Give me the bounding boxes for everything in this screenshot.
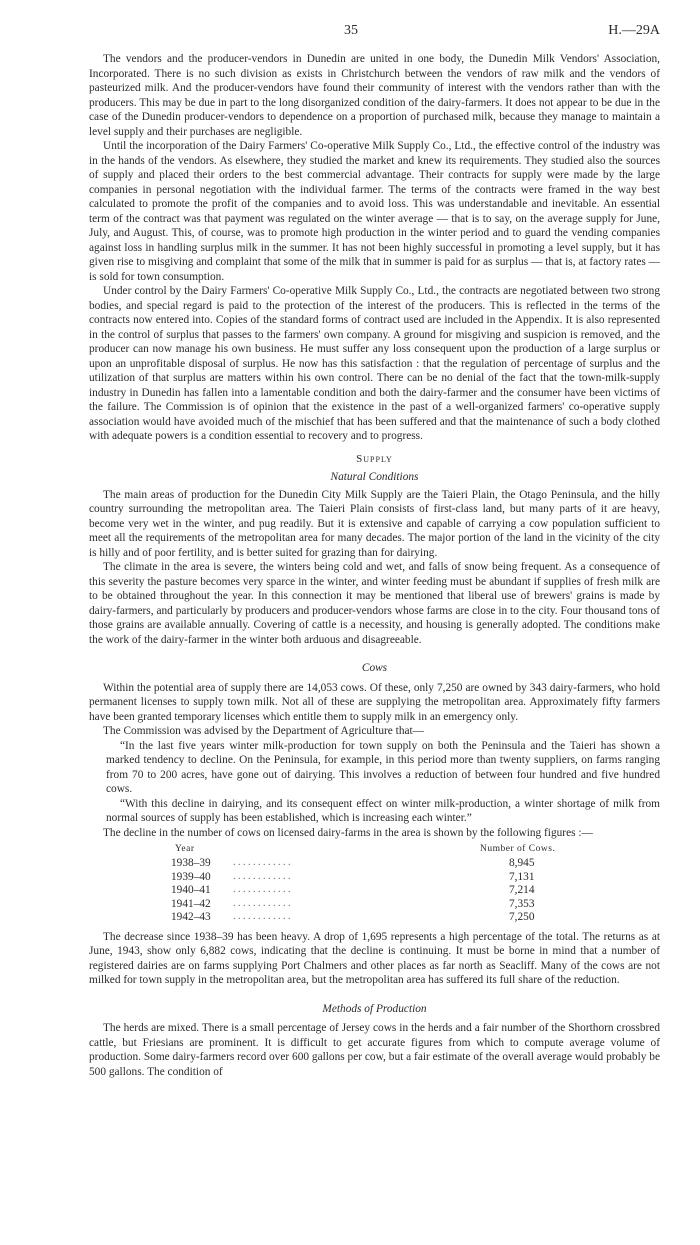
table-cell-year: 1940–41 xyxy=(171,884,211,897)
table-cell-cows: 7,131 xyxy=(509,870,535,883)
paragraph-decrease: The decrease since 1938–39 has been heavy. A drop of 1,695 represents a high percentage of the total. The returns as at June, 1943, show only 6,882 cows, indicating that the decline is continuing. It must be borne in mind that a number of registered dairies are on farms supplying Port Chalmers and other places as far north as Seacliff. Many of the cows are not milked for town supply in the metropolitan area, but the metropolitan area has suffered its full share of the reduction. xyxy=(89,930,660,987)
paragraph-herds: The herds are mixed. There is a small percentage of Jersey cows in the herds and a fair number of the Shorthorn crossbred cattle, but Friesians are prominent. It is difficult to get accurate figures from which to compute average volume of production. Some dairy-farmers record over 600 gallons per cow, but a fair estimate of the overall average would probably be 500 gallons. The condition of xyxy=(89,1022,660,1078)
table-cell-cows: 7,250 xyxy=(509,911,535,924)
table-row xyxy=(89,856,660,870)
paragraph-production-areas: The main areas of production for the Dunedin City Milk Supply are the Taieri Plain, the Otago Peninsula, and the hilly country surrounding the metropolitan area. The Taieri Plain consists of first-class land, but many parts of it are heavy, become very wet in the winter, and pug readily. But it is extensive and capable of carrying a cow population sufficient to meet all the requirements of the metropolitan area for many decades. The major portion of the land in the vicinity of the city is hilly and of poor fertility, and is better suited for grazing than for dairying. xyxy=(89,488,660,559)
dot-leader: . . . . . . . . . . . . xyxy=(233,897,291,909)
table-row xyxy=(89,897,660,911)
table-row xyxy=(89,870,660,884)
paragraph-department-advice: The Commission was advised by the Department of Agriculture that— xyxy=(103,725,425,737)
table-cell-cows: 7,353 xyxy=(509,897,535,910)
quote-paragraph: “In the last five years winter milk-production for town supply on both the Peninsula and the Taieri has shown a marked tendency to decline. On the Peninsula, for example, in this period more than twenty suppliers, on farms ranging from 70 to 200 acres, have gone out of dairying. This involves a reduction of between four hundred and five hundred cows. xyxy=(106,739,660,795)
subheading-natural-conditions: Natural Conditions xyxy=(330,471,419,483)
paragraph-cooperative-control: Under control by the Dairy Farmers' Co-operative Milk Supply Co., Ltd., the contracts are negotiated between two strong bodies, and special regard is paid to the protection of the interest of the producers. This is reflected in the terms of the contracts now entered into. Copies of the standard forms of contract used are included in the Appendix. It is also represented in the control of surplus that passes to the farmers' own company. A ground for misgiving and suspicion is removed, and the producer can now manage his own business. He must suffer any loss consequent upon the production of a large surplus or upon an unprofitable disposal of surplus. He now has this satisfaction : that the regulation of percentage of surplus and the utilization of that surplus are matters within his own control. There can be no denial of the fact that the town-milk-supply industry in Dunedin has fallen into a lamentable condition and both the dairy-farmer and the consumer have been victims of the failure. The Commission is of opinion that the existence in the past of a well-organized farmers' co-operative supply association would have avoided much of the mischief that has been suffered and that the maintenance of such a body clothed with adequate powers is a condition essential to recovery and to progress. xyxy=(89,285,660,442)
subheading-cows: Cows xyxy=(361,662,388,674)
dot-leader: . . . . . . . . . . . . xyxy=(233,870,291,882)
table-cell-year: 1939–40 xyxy=(171,870,211,883)
paragraph-table-intro: The decline in the number of cows on licensed dairy-farms in the area is shown by the following figures :— xyxy=(103,826,593,839)
column-header-cows: Number of Cows. xyxy=(480,844,556,854)
document-reference: H.—29A xyxy=(608,23,660,38)
section-heading-supply: Supply xyxy=(356,452,393,465)
table-header xyxy=(89,842,660,856)
table-cell-year: 1942–43 xyxy=(171,911,211,924)
table-row xyxy=(89,883,660,897)
table-cell-cows: 8,945 xyxy=(509,857,535,869)
dot-leader: . . . . . . . . . . . . xyxy=(233,911,291,923)
cow-numbers-table xyxy=(89,842,660,924)
table-cell-year: 1941–42 xyxy=(171,897,211,910)
column-header-year: Year xyxy=(175,844,195,854)
paragraph-vendors-association: The vendors and the producer-vendors in Dunedin are united in one body, the Dunedin Milk Vendors' Association, Incorporated. There is no such division as exists in Christchurch between the vendors of raw milk and the vendors of pasteurized milk. And the producer-vendors have found their community of interest with the vendors rather than with the producers. This may be due in part to the long disorganized condition of the dairy-farmers. It does not appear to be due in the case of the Dunedin producer-vendors to dependence on a proportion of purchased milk, because they manage to maintain a level supply and their purchases are negligible. xyxy=(89,53,660,138)
paragraph-climate: The climate in the area is severe, the winters being cold and wet, and falls of snow being frequent. As a consequence of this severity the pasture becomes very sparce in the winter, and winter feeding must be abundant if supplies of fresh milk are to be obtained throughout the year. In this connection it may be mentioned that liberal use of brewers' grains is made by dairy-farmers, and particularly by producers and producer-vendors whose farms are close in to the city. Four thousand tons of those grains are available annually. Covering of cattle is a necessity, and housing is generally adopted. The conditions make the work of the dairy-farmer in the winter both arduous and disagreeable. xyxy=(89,561,660,646)
subheading-methods-of-production: Methods of Production xyxy=(322,1002,427,1015)
dot-leader: . . . . . . . . . . . . xyxy=(233,857,291,868)
table-row xyxy=(89,910,660,924)
table-cell-year: 1938–39 xyxy=(171,857,211,869)
page-header xyxy=(89,24,660,44)
page-number: 35 xyxy=(344,23,358,38)
paragraph-cow-numbers: Within the potential area of supply there are 14,053 cows. Of these, only 7,250 are owned by 343 dairy-farmers, who hold permanent licenses to supply town milk. Not all of these are supplying the metropolitan area. Approximately fifty farmers have been granted temporary licenses which entitle them to supply milk in an emergency only. xyxy=(89,681,660,723)
paragraph-incorporation-control: Until the incorporation of the Dairy Farmers' Co-operative Milk Supply Co., Ltd., the effective control of the industry was in the hands of the vendors. As elsewhere, they studied the market and knew its requirements. They studied also the sources of supply and placed their orders to the best commercial advantage. Their contracts for supply were made by the large companies in personal negotiation with the individual farmer. The terms of the contracts were framed in the way best calculated to promote the profit of the companies and to avoid loss. This was understandable and inevitable. An essential term of the contract was that payment was regulated on the winter average — that is to say, on the average supply for June, July, and August. This, of course, was to promote high production in the winter period and to guard the vending companies against loss in handling surplus milk in the summer. It has not been highly successful in promoting a level supply, but it has given rise to misgiving and complaint that some of the milk that in summer is paid for as surplus — that is, at factory rates — is sold for town consumption. xyxy=(89,140,660,283)
quote-paragraph: “With this decline in dairying, and its consequent effect on winter milk-production, a winter shortage of milk from normal sources of supply has been established, which is increasing each winter.” xyxy=(106,797,660,824)
dot-leader: . . . . . . . . . . . . xyxy=(233,884,291,896)
table-cell-cows: 7,214 xyxy=(509,884,535,897)
block-quote xyxy=(106,739,660,826)
